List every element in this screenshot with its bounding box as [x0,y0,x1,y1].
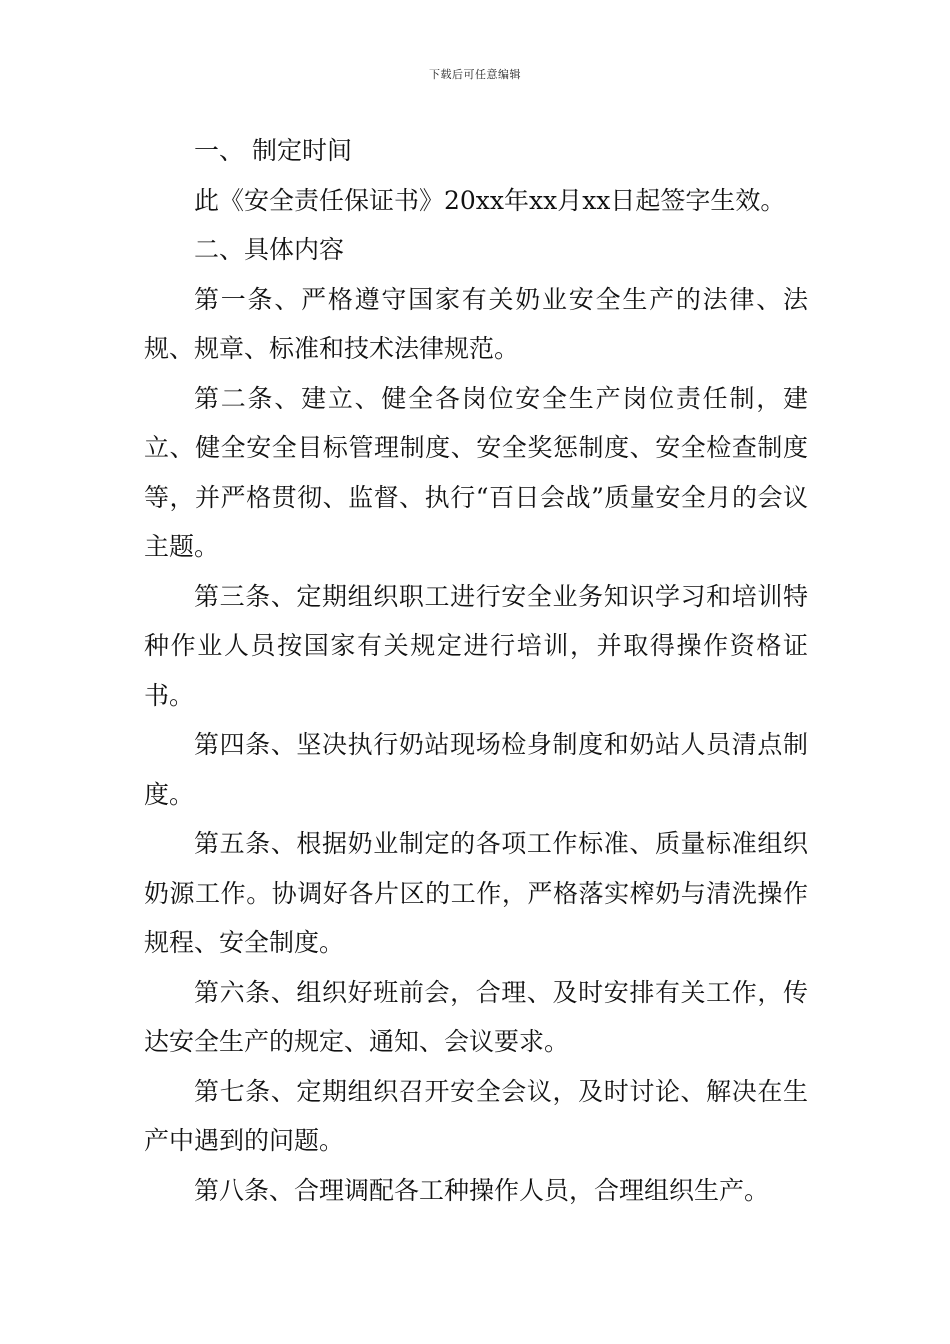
section-heading-content: 二、具体内容 [194,235,345,264]
article-1: 第一条、严格遵守国家有关奶业安全生产的法律、法规、规章、标准和技术法律规范。 [144,284,808,363]
article-3: 第三条、定期组织职工进行安全业务知识学习和培训特种作业人员按国家有关规定进行培训，并取得操作资格证书。 [144,581,808,710]
article-6: 第六条、组织好班前会，合理、及时安排有关工作，传达安全生产的规定、通知、会议要求。 [144,977,808,1056]
article-5: 第五条、根据奶业制定的各项工作标准、质量标准组织奶源工作。协调好各片区的工作，严格落实榨奶与清洗操作规程、安全制度。 [144,829,808,957]
page-header: 下载后可任意编辑 [429,68,521,81]
article-8: 第八条、合理调配各工种操作人员，合理组织生产。 [194,1175,770,1205]
article-4: 第四条、坚决执行奶站现场检身制度和奶站人员清点制度。 [144,730,808,809]
document-body [144,126,808,1215]
section-heading-timing: 一、 制定时间 [194,136,352,165]
article-2: 第二条、建立、健全各岗位安全生产岗位责任制，建立、健全安全目标管理制度、安全奖惩制度、安全检查制度等，并严格贯彻、监督、执行“百日会战”质量安全月的会议主题。 [144,383,808,561]
article-7: 第七条、定期组织召开安全会议，及时讨论、解决在生产中遇到的问题。 [144,1076,808,1155]
paragraph-effective-date: 此《安全责任保证书》20xx年xx月xx日起签字生效。 [194,185,786,215]
